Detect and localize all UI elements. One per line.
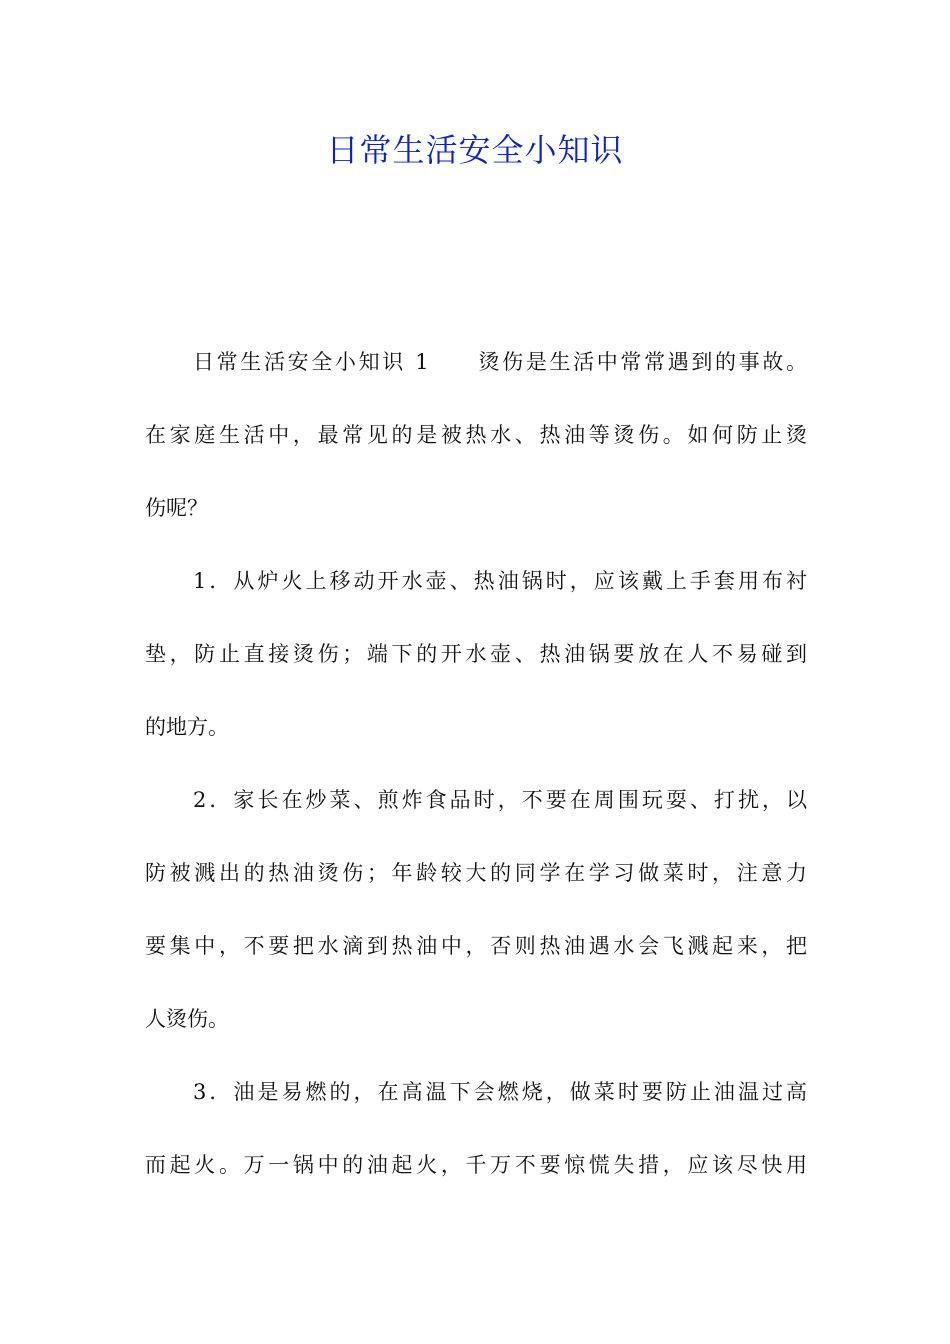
- paragraph-4-line-2: 而起火。万一锅中的油起火，千万不要惊慌失措，应该尽快用: [145, 1153, 807, 1177]
- paragraph-4-line-1: 3．油是易燃的，在高温下会燃烧，做菜时要防止油温过高: [193, 1080, 807, 1104]
- paragraph-3-line-3: 要集中，不要把水滴到热油中，否则热油遇水会飞溅起来，把: [145, 934, 807, 958]
- paragraph-2-line-2: 垫，防止直接烫伤；端下的开水壶、热油锅要放在人不易碰到: [145, 642, 807, 666]
- paragraph-1-line-1: 日常生活安全小知识 1 烫伤是生活中常常遇到的事故。: [193, 350, 807, 374]
- paragraph-3-line-4: 人烫伤。: [145, 1007, 229, 1031]
- paragraph-3-line-1: 2．家长在炒菜、煎炸食品时，不要在周围玩耍、打扰，以: [193, 788, 807, 812]
- paragraph-3-line-2: 防被溅出的热油烫伤；年龄较大的同学在学习做菜时，注意力: [145, 861, 807, 885]
- paragraph-1-line-2: 在家庭生活中，最常见的是被热水、热油等烫伤。如何防止烫: [145, 423, 807, 447]
- paragraph-1-line-3: 伤呢？: [145, 496, 208, 520]
- paragraph-2-line-3: 的地方。: [145, 715, 229, 739]
- document-body: [145, 338, 807, 1214]
- paragraph-2-line-1: 1．从炉火上移动开水壶、热油锅时，应该戴上手套用布衬: [193, 569, 807, 593]
- document-title: 日常生活安全小知识: [326, 131, 624, 169]
